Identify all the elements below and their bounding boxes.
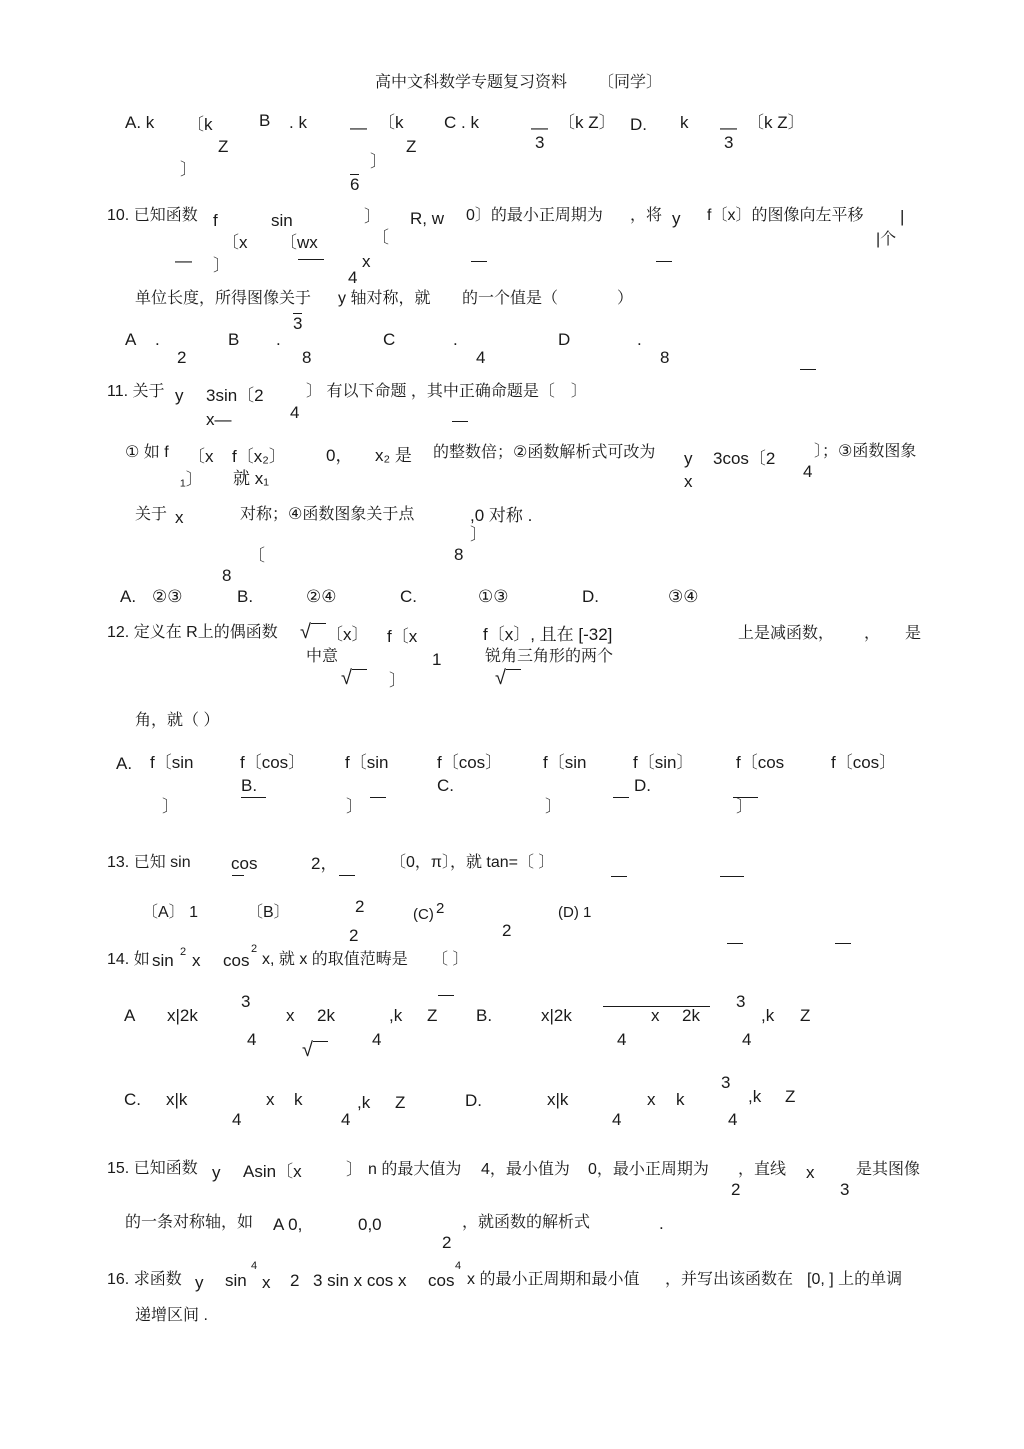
math-fragment: . k [289,113,307,132]
math-fragment: x [651,1006,660,1025]
math-fragment: 〔x〕 [326,625,369,644]
math-fragment: f〔cos [736,753,785,772]
math-fragment: 4 [455,1260,462,1272]
fraction-bar [452,421,468,422]
math-fragment: y [175,386,184,405]
math-fragment: 〕 [389,671,406,690]
math-fragment: x|2k [167,1006,198,1025]
math-fragment: Z [427,1006,438,1025]
math-fragment: 3 sin x cos x [313,1271,407,1290]
q11-option-c-value: ①③ [478,587,509,606]
q15-stem-continued: ，就函数的解析式 [462,1214,591,1231]
math-fragment: — [350,118,367,137]
math-fragment: x|k [166,1090,188,1109]
sqrt-symbol: √ [341,667,352,689]
q16-stem-continued: 递增区间 . [135,1307,208,1324]
fraction-bar [241,797,266,798]
q10-option-c: C [383,330,396,349]
math-fragment: x [806,1163,815,1182]
math-fragment: 2 [180,946,187,958]
math-fragment: Z [800,1006,811,1025]
math-fragment: x₂ 是 [375,446,412,465]
math-fragment: 2 [355,897,365,916]
math-fragment: f〔cos〕 [831,753,897,772]
math-fragment: 4 [617,1030,627,1049]
math-fragment: ,k [748,1087,762,1106]
math-fragment: 〕 [346,797,363,816]
math-fragment: 0， [326,446,353,465]
math-fragment: 4 [728,1110,738,1129]
math-fragment: Z [406,137,417,156]
math-fragment: 3 [535,133,545,152]
fraction-bar [613,797,629,798]
math-fragment: f〔sin [543,753,587,772]
q15-stem-continued: 的一条对称轴，如 [125,1214,254,1231]
math-fragment: f〔cos〕 [240,753,306,772]
q16-stem-text: x 的最小正周期和最小值 [467,1271,640,1288]
q14-stem-text: x, 就 x 的取值范畴是 [262,951,408,968]
math-fragment: 3 [721,1073,731,1092]
math-fragment: 3 [724,133,734,152]
q13-option-d: (D) 1 [558,904,592,921]
q11-option-b: B. [237,587,254,606]
math-fragment: 2 [349,926,359,945]
math-fragment: f [213,211,218,230]
math-fragment: 2k [682,1006,700,1025]
math-fragment: x [175,508,184,527]
math-fragment: 〔x [222,233,248,252]
math-fragment: 3cos〔2 [713,449,776,468]
math-fragment: 〕 [162,797,179,816]
math-fragment: 〕 [470,525,487,544]
math-fragment: 4 [612,1110,622,1129]
q13-option-a: 〔A〕 1 [142,904,199,921]
math-fragment: 2 [177,348,187,367]
q11-proposition-3: 〕；③函数图象 [814,443,917,460]
q12-stem-text: ， [864,625,881,642]
math-fragment: x|2k [541,1006,572,1025]
math-fragment: . [155,330,160,349]
fraction-bar [611,876,627,877]
q12-stem-text: 是 [905,625,922,642]
math-fragment: Z [395,1093,406,1112]
math-fragment: 〕 [346,1160,363,1179]
math-fragment: 〔k Z〕 [558,113,616,132]
q10-option-b: B [228,330,240,349]
math-fragment: 〔k [378,113,404,132]
math-fragment: 6 [350,175,360,194]
fraction-bar [298,259,324,260]
math-fragment: x— [206,410,232,429]
q13-stem-text: 〔0，π〕，就 tan=〔 〕 [390,854,555,871]
math-fragment: cos [223,951,250,970]
math-fragment: 2 [251,943,258,955]
page-header-student: 〔同学〕 [598,74,663,91]
math-fragment: f〔x〕, 且在 [-32] [483,625,613,644]
math-fragment: 0,0 [358,1215,382,1234]
math-fragment: f〔sin [345,753,389,772]
q11-proposition-4: 对称；④函数图象关于点 [240,506,415,523]
math-fragment: y [212,1163,221,1182]
q12-option-d: D. [634,776,651,795]
math-fragment: 8 [454,545,464,564]
math-fragment: 4 [247,1030,257,1049]
math-fragment: k [676,1090,685,1109]
math-fragment: 〔wx [280,233,318,252]
math-fragment: — [720,118,737,137]
math-fragment: | [900,207,905,226]
q9-option-c: C . k [444,113,479,132]
math-fragment: x [266,1090,275,1109]
fraction-bar [370,797,386,798]
math-fragment: 4 [372,1030,382,1049]
q15-stem-text: 0，最小正周期为 [588,1161,709,1178]
math-fragment: 1 [432,650,442,669]
q11-proposition-2: 的整数倍；②函数解析式可改为 [433,444,656,461]
q11-option-a: A. [120,587,137,606]
math-fragment: f〔sin [150,753,194,772]
math-fragment: ,0 对称 . [470,506,533,525]
math-fragment: ,k [357,1093,371,1112]
q15-stem-text: 是其图像 [856,1161,921,1178]
math-fragment: f〔sin〕 [633,753,694,772]
math-fragment: 8 [222,566,232,585]
math-fragment: . [276,330,281,349]
math-fragment: k [294,1090,303,1109]
math-fragment: R, w [410,209,444,228]
q15-stem-text: ，直线 [738,1161,787,1178]
q11-stem-text: 〕 有以下命题 ，其中正确命题是〔 〕 [306,383,587,400]
q12-option-c: C. [437,776,454,795]
math-fragment: 4 [290,403,300,422]
math-fragment: 〔k [187,115,213,134]
math-fragment: 8 [302,348,312,367]
math-fragment: x|k [547,1090,569,1109]
q9-option-a: A. k [125,113,155,132]
math-fragment: Z [218,137,229,156]
math-fragment: y [672,209,681,228]
math-fragment: 8 [660,348,670,367]
q13-stem: 13. 已知 sin [107,854,191,871]
q12-stem-text: 中意 [306,648,339,665]
q10-answer-bracket: ） [617,290,634,307]
math-fragment: 3 [293,314,303,333]
q12-stem: 12. 定义在 R上的偶函数 [107,624,278,641]
math-fragment: 4 [803,462,813,481]
fraction-bar [656,261,672,262]
math-fragment: 4 [232,1110,242,1129]
q11-option-d-value: ③④ [668,587,699,606]
math-fragment: — [531,118,548,137]
math-fragment: cos [428,1271,455,1290]
math-fragment: Z [785,1087,796,1106]
math-fragment: 2 [442,1233,452,1252]
sqrt-symbol: √ [302,1039,313,1061]
math-fragment: sin [271,211,293,230]
q12-stem-continued: 角，就（ ） [135,712,220,729]
q15-stem-text: 4，最小值为 [481,1161,570,1178]
math-fragment: 〕 [545,797,562,816]
q14-stem: 14. 如 [107,951,150,968]
math-fragment: 4 [476,348,486,367]
math-fragment: 〔 [248,546,265,565]
q11-option-a-value: ②③ [152,587,183,606]
math-fragment: 〕 [180,160,197,179]
q14-option-b: B. [476,1006,493,1025]
q9-option-b: B [259,111,271,130]
math-fragment: sin [152,951,174,970]
q16-stem-text: [0, ] 上的单调 [807,1271,903,1288]
math-fragment: ,k [761,1006,775,1025]
math-fragment: 3 [736,992,746,1011]
q10-stem-text: ，将 [630,207,663,224]
math-fragment: 〕 [370,152,387,171]
math-fragment: y [684,449,693,468]
math-fragment: f〔cos〕 [437,753,503,772]
q15-stem: 15. 已知函数 [107,1160,198,1177]
fraction-bar [471,261,487,262]
fraction-bar [800,369,816,370]
q14-option-c: C. [124,1090,141,1109]
math-fragment: x [362,252,371,271]
q10-option-d: D [558,330,571,349]
q16-stem: 16. 求函数 [107,1271,182,1288]
math-fragment: A 0, [273,1215,303,1234]
q14-option-a: A [124,1006,136,1025]
math-fragment: ₁〕 [180,470,203,489]
math-fragment: 就 x₁ [233,469,269,488]
math-fragment: 2 [436,900,445,917]
math-fragment: 3 [241,992,251,1011]
q11-option-d: D. [582,587,599,606]
math-fragment: . [659,1214,664,1233]
math-fragment: 〔x [188,447,214,466]
math-fragment: 〕 [364,207,381,226]
math-fragment: 〕 [213,256,230,275]
q10-stem-text: 0〕的最小正周期为 [466,207,603,224]
math-fragment: y [195,1273,204,1292]
math-fragment: 3 [840,1180,850,1199]
math-fragment: x [684,472,693,491]
q13-option-c: (C) [413,906,434,923]
fraction-bar [727,943,743,944]
math-fragment: Asin〔x [243,1162,302,1181]
q10-stem-continued: y 轴对称，就 [338,290,431,307]
page-header-title: 高中文科数学专题复习资料 [375,74,568,91]
math-fragment: 2k [317,1006,335,1025]
math-fragment: x [192,951,201,970]
fraction-bar [720,876,744,877]
math-fragment: . [453,330,458,349]
math-fragment: f〔x₂〕 [232,447,286,466]
math-fragment: 2 [731,1180,741,1199]
math-fragment: sin [225,1271,247,1290]
q12-stem-text: 锐角三角形的两个 [485,648,614,665]
math-fragment: 〔k Z〕 [747,113,805,132]
math-fragment: 〔 [372,228,389,247]
math-fragment: cos [231,854,258,873]
q11-proposition-1: ① 如 f [125,444,169,461]
q10-stem-continued: 单位长度，所得图像关于 [135,290,312,307]
math-fragment: 4 [341,1110,351,1129]
q10-stem: 10. 已知函数 [107,207,198,224]
math-fragment: . [637,330,642,349]
math-fragment: x [286,1006,295,1025]
math-fragment: — [175,251,192,270]
q10-stem-text: f〔x〕的图像向左平移 [707,207,864,224]
q9-option-d: D. [630,115,647,134]
fraction-bar [438,995,454,996]
math-fragment: 2 [290,1271,300,1290]
math-fragment: 4 [251,1260,258,1272]
math-fragment: 4 [348,268,358,287]
math-fragment: f〔x [387,627,418,646]
q10-option-a: A [125,330,137,349]
q11-option-b-value: ②④ [306,587,337,606]
sqrt-symbol: √ [300,621,311,643]
q14-answer-bracket: 〔 〕 [432,951,469,968]
fraction-bar [232,875,244,876]
math-fragment: 〕 [736,797,753,816]
q16-stem-text: ，并写出该函数在 [665,1271,794,1288]
math-fragment: 3sin〔2 [206,386,264,405]
math-fragment: |个 [876,231,897,248]
q15-stem-text: n 的最大值为 [368,1161,462,1178]
q10-stem-continued: 的一个值是（ [462,290,559,307]
sqrt-symbol: √ [495,667,506,689]
q12-option-a: A. [116,754,133,773]
math-fragment: x [262,1273,271,1292]
q11-option-c: C. [400,587,417,606]
math-fragment: 4 [742,1030,752,1049]
math-fragment: 2， [311,854,338,873]
q12-stem-text: 上是减函数， [738,625,835,642]
q14-option-d: D. [465,1091,482,1110]
fraction-bar [835,943,851,944]
fraction-bar [339,875,355,876]
math-fragment: 2 [502,921,512,940]
q11-stem: 11. 关于 [107,383,165,400]
q11-proposition-3-text: 关于 [135,506,168,523]
math-fragment: x [647,1090,656,1109]
q13-option-b: 〔B〕 [247,904,290,921]
math-fragment: k [680,113,689,132]
q12-option-b: B. [241,776,258,795]
math-fragment: ,k [389,1006,403,1025]
